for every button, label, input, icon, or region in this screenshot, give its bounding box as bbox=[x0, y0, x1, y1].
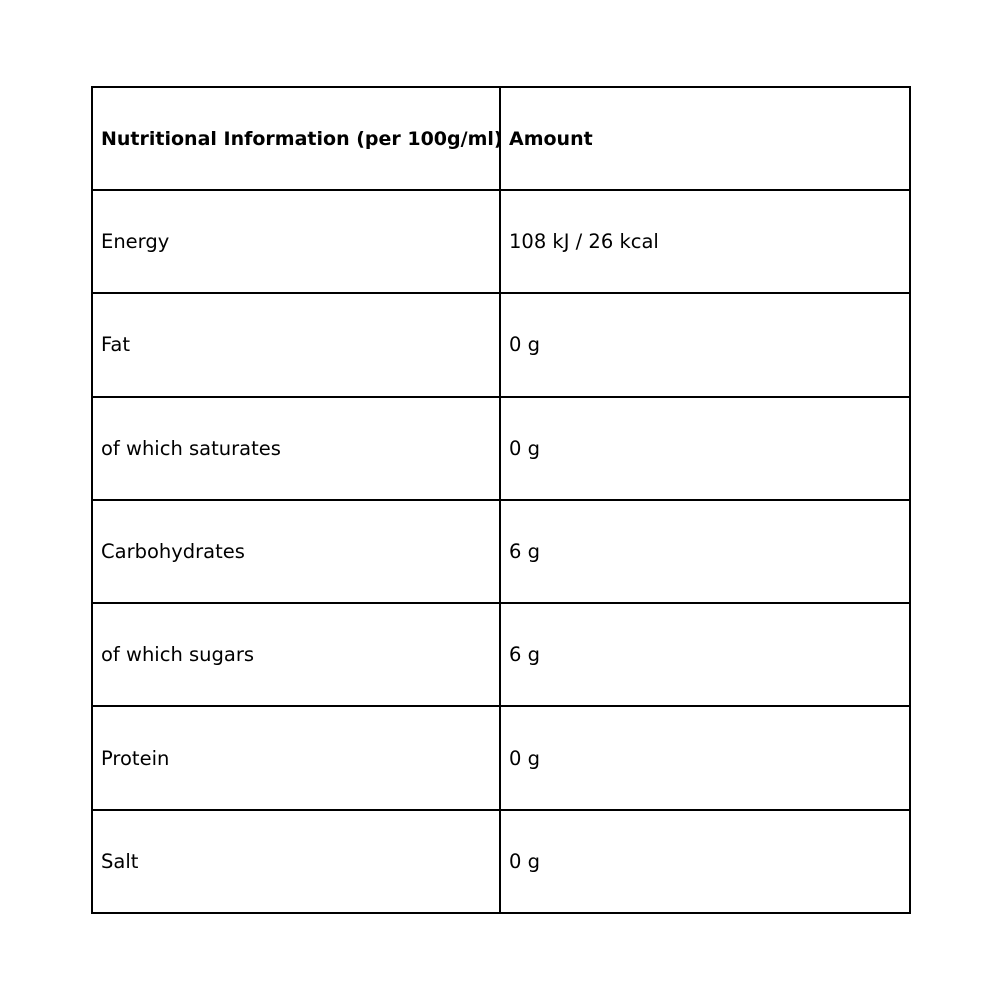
nutrient-name: Salt bbox=[92, 810, 500, 913]
table-row bbox=[92, 500, 910, 603]
table-row bbox=[92, 190, 910, 293]
nutrient-name: Fat bbox=[92, 293, 500, 396]
nutrient-name: Protein bbox=[92, 706, 500, 809]
header-nutrient: Nutritional Information (per 100g/ml) bbox=[92, 87, 500, 190]
nutrient-amount: 6 g bbox=[500, 603, 910, 706]
table-row bbox=[92, 810, 910, 913]
nutrition-table bbox=[91, 86, 911, 914]
table-row bbox=[92, 706, 910, 809]
table-row bbox=[92, 603, 910, 706]
nutrient-name: of which saturates bbox=[92, 397, 500, 500]
nutrient-amount: 0 g bbox=[500, 397, 910, 500]
nutrient-name: of which sugars bbox=[92, 603, 500, 706]
nutrient-amount: 108 kJ / 26 kcal bbox=[500, 190, 910, 293]
nutrient-name: Energy bbox=[92, 190, 500, 293]
nutrient-amount: 0 g bbox=[500, 810, 910, 913]
table-row bbox=[92, 397, 910, 500]
nutrient-amount: 0 g bbox=[500, 706, 910, 809]
nutrient-name: Carbohydrates bbox=[92, 500, 500, 603]
nutrient-amount: 6 g bbox=[500, 500, 910, 603]
nutrient-amount: 0 g bbox=[500, 293, 910, 396]
table-header-row bbox=[92, 87, 910, 190]
header-amount: Amount bbox=[500, 87, 910, 190]
table-row bbox=[92, 293, 910, 396]
